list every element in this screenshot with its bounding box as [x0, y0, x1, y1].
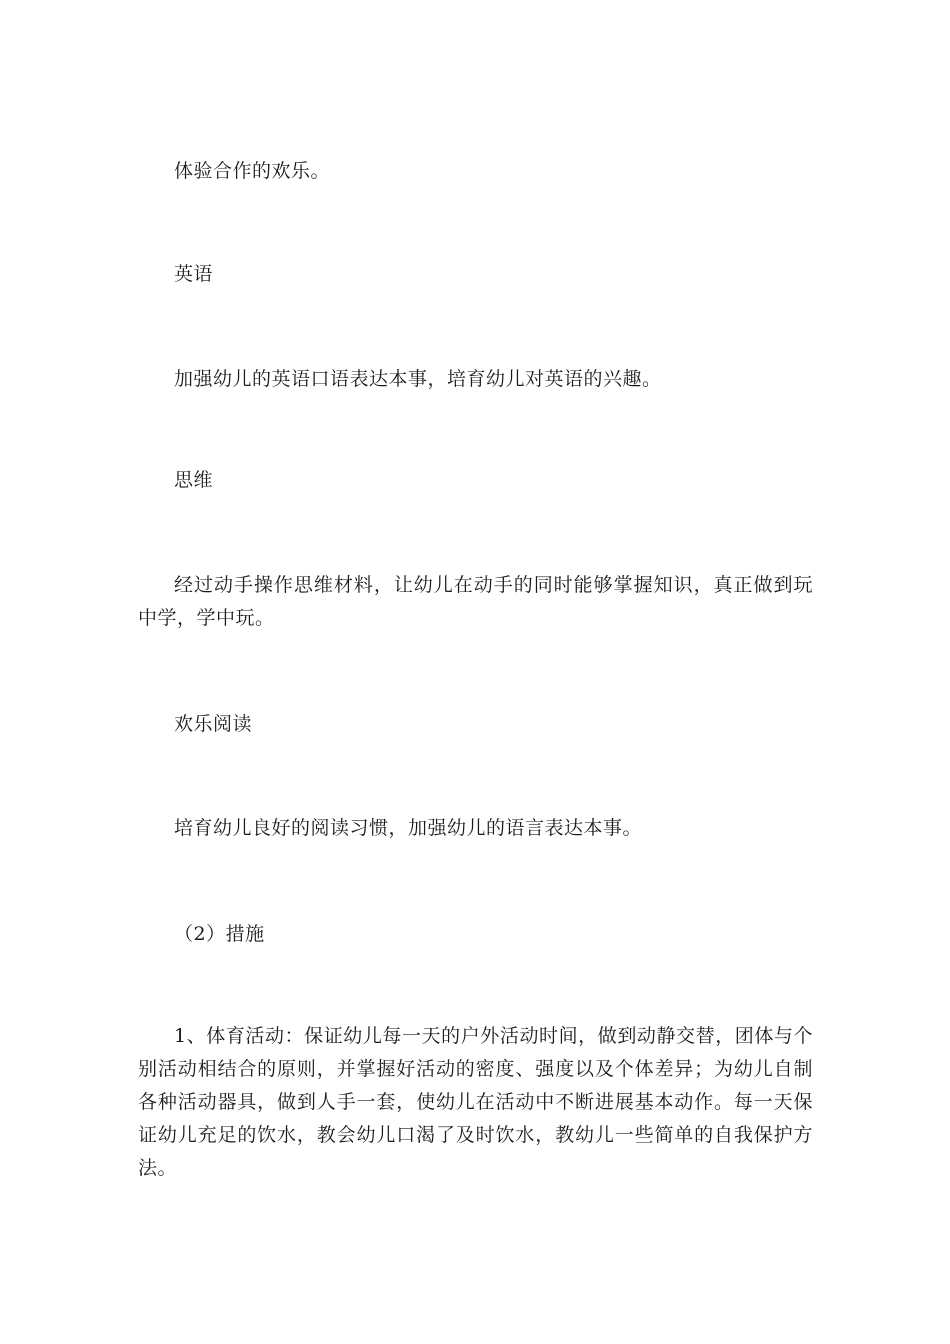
paragraph-sports-activities: 1、体育活动：保证幼儿每一天的户外活动时间，做到动静交替，团体与个别活动相结合的原则，并掌握好活动的密度、强度以及个体差异；为幼儿自制各种活动器具，做到人手一套，使幼儿在活动中不断进展基本动作。每一天保证幼儿充足的饮水，教会幼儿口渴了及时饮水，教幼儿一些简单的自我保护方法。: [138, 1025, 813, 1179]
heading-thinking: 思维: [174, 469, 214, 491]
heading-english: 英语: [174, 263, 214, 285]
heading-measures: （2）措施: [174, 923, 265, 945]
paragraph-english: 加强幼儿的英语口语表达本事，培育幼儿对英语的兴趣。: [174, 368, 662, 390]
paragraph-thinking: 经过动手操作思维材料，让幼儿在动手的同时能够掌握知识，真正做到玩中学，学中玩。: [138, 574, 813, 629]
paragraph-cooperation-joy: 体验合作的欢乐。: [174, 160, 331, 182]
paragraph-reading: 培育幼儿良好的阅读习惯，加强幼儿的语言表达本事。: [174, 817, 643, 839]
heading-happy-reading: 欢乐阅读: [174, 713, 253, 735]
